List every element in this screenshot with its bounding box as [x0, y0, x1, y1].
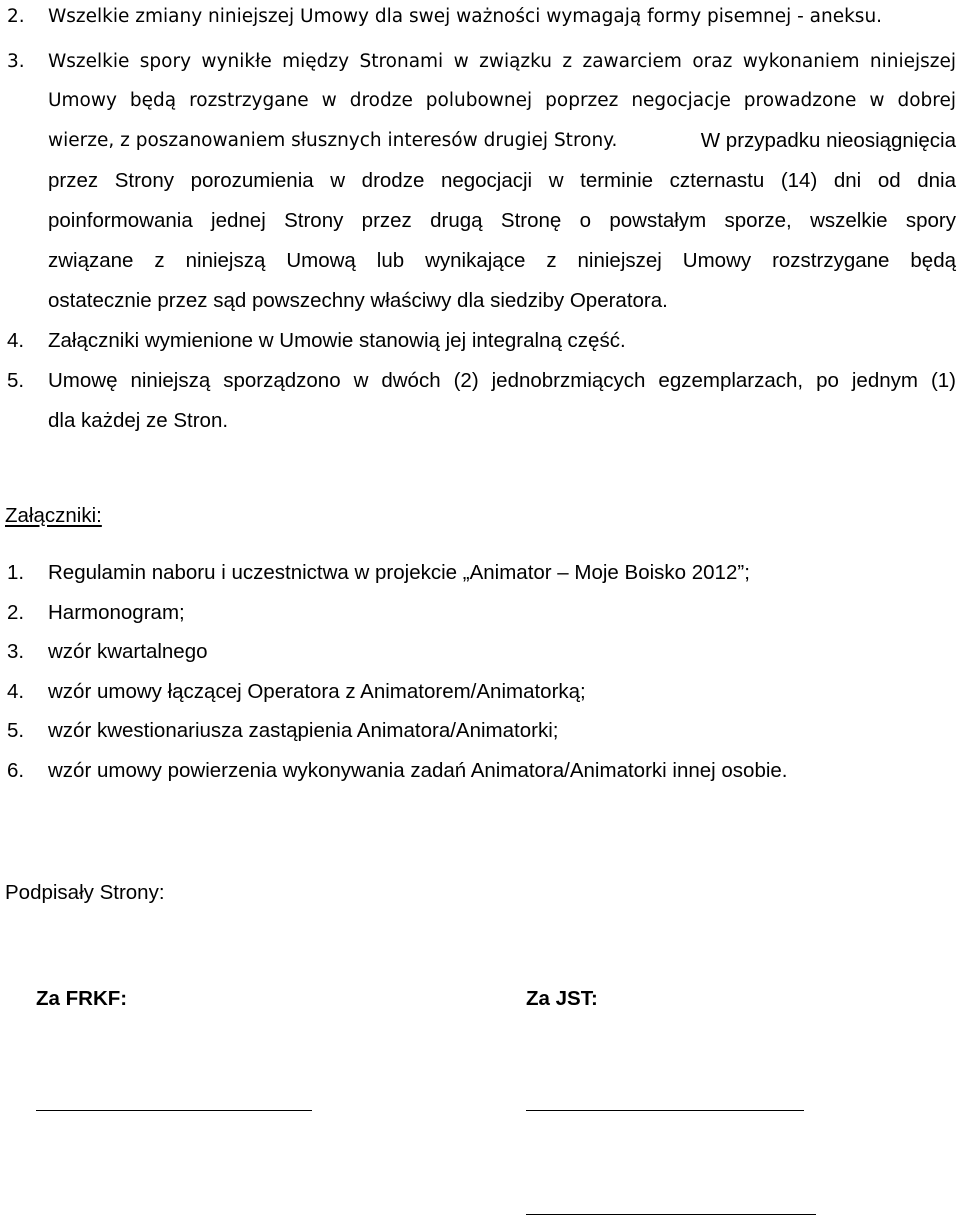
attachment-number: 4.: [7, 680, 25, 703]
clause-text-line: W przypadku nieosiągnięcia: [700, 129, 956, 152]
signature-line-frkf: [36, 1110, 312, 1111]
clause-text-line: wierze, z poszanowaniem słusznych interesów drugiej Strony.: [48, 130, 618, 151]
attachment-number: 2.: [7, 601, 25, 624]
attachment-item: Regulamin naboru i uczestnictwa w projekcie „Animator – Moje Boisko 2012”;: [48, 561, 750, 584]
clause-text-line: związane z niniejszą Umową lub wynikające z niniejszej Umowy rozstrzygane będą: [48, 249, 956, 272]
attachment-item: Harmonogram;: [48, 601, 185, 624]
clause-text-line: Wszelkie zmiany niniejszej Umowy dla swej ważności wymagają formy pisemnej - aneksu.: [48, 6, 883, 27]
attachment-number: 3.: [7, 640, 25, 663]
signatures-heading: Podpisały Strony:: [5, 881, 165, 904]
clause-number: 3.: [7, 51, 25, 72]
clause-text-line: Umowy będą rozstrzygane w drodze polubownej poprzez negocjacje prowadzone w dobrej: [48, 90, 956, 111]
signature-label-frkf: Za FRKF:: [36, 987, 128, 1010]
clause-text-line: przez Strony porozumienia w drodze negocjacji w terminie czternastu (14) dni od dnia: [48, 169, 956, 192]
clause-text-line: Załączniki wymienione w Umowie stanowią jej integralną część.: [48, 329, 626, 352]
signature-label-jst: Za JST:: [526, 987, 598, 1010]
clause-number: 5.: [7, 369, 25, 392]
clause-number: 2.: [7, 6, 25, 27]
clause-text-line: Wszelkie spory wynikłe między Stronami w związku z zawarciem oraz wykonaniem niniejszej: [48, 51, 956, 72]
attachment-item: wzór kwartalnego: [48, 640, 208, 663]
clause-text-line: dla każdej ze Stron.: [48, 409, 229, 432]
signature-line-jst: [526, 1110, 804, 1111]
attachments-heading: Załączniki:: [5, 504, 102, 527]
clause-text-line: Umowę niniejszą sporządzono w dwóch (2) jednobrzmiących egzemplarzach, po jednym (1): [48, 369, 956, 392]
attachment-number: 6.: [7, 759, 25, 782]
attachment-item: wzór umowy łączącej Operatora z Animatorem/Animatorką;: [48, 680, 586, 703]
attachment-number: 1.: [7, 561, 25, 584]
attachment-item: wzór umowy powierzenia wykonywania zadań Animatora/Animatorki innej osobie.: [48, 759, 788, 782]
attachment-item: wzór kwestionariusza zastąpienia Animatora/Animatorki;: [48, 719, 559, 742]
attachment-number: 5.: [7, 719, 25, 742]
clause-text-line: poinformowania jednej Strony przez drugą Stronę o powstałym sporze, wszelkie spory: [48, 209, 956, 232]
clause-number: 4.: [7, 329, 25, 352]
clause-text-line: ostatecznie przez sąd powszechny właściwy dla siedziby Operatora.: [48, 289, 668, 312]
signature-line-jst-second: [526, 1214, 816, 1215]
